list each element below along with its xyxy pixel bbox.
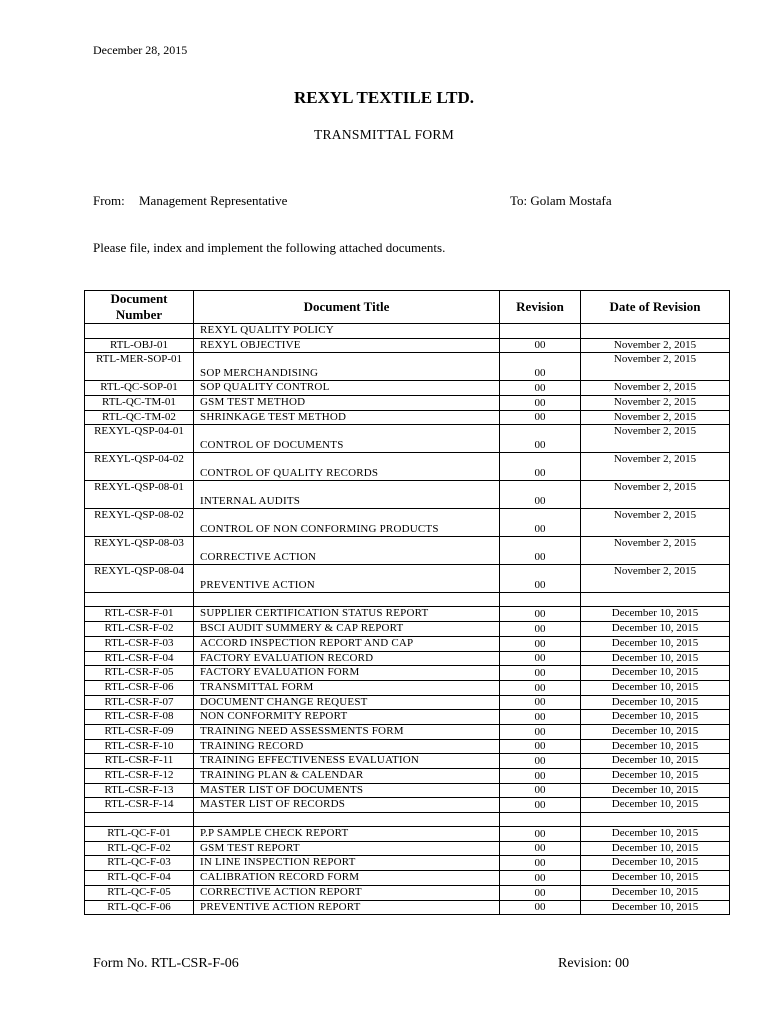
revision-cell [500,324,581,339]
revision-date-cell [581,324,730,339]
revision-cell: 00 [500,885,581,900]
revision-date-cell: November 2, 2015 [581,425,730,453]
instruction-text: Please file, index and implement the following attached documents. [93,240,446,255]
revision-cell: 00 [500,410,581,425]
document-title-cell: SHRINKAGE TEST METHOD [194,410,500,425]
document-title-cell: CONTROL OF NON CONFORMING PRODUCTS [194,509,500,537]
document-title-cell: MASTER LIST OF RECORDS [194,798,500,813]
from-value: Management Representative [139,193,288,208]
document-title-cell: CORRECTIVE ACTION REPORT [194,885,500,900]
revision-cell [500,593,581,607]
document-title-cell: TRANSMITTAL FORM [194,680,500,695]
table-row [85,813,730,827]
document-number-cell: RTL-CSR-F-12 [85,769,194,784]
document-title-cell [194,813,500,827]
revision-date-cell: November 2, 2015 [581,410,730,425]
document-number-cell: REXYL-QSP-04-01 [85,425,194,453]
table-row [85,710,730,725]
revision-date-cell: November 2, 2015 [581,381,730,396]
revision-date-cell: December 10, 2015 [581,769,730,784]
document-number-cell: RTL-CSR-F-14 [85,798,194,813]
table-row [85,381,730,396]
document-number-cell: RTL-OBJ-01 [85,338,194,353]
revision-date-cell: December 10, 2015 [581,651,730,666]
document-number-cell: RTL-QC-F-01 [85,827,194,842]
document-title-cell: GSM TEST METHOD [194,396,500,411]
revision-date-cell: November 2, 2015 [581,396,730,411]
table-row [85,425,730,453]
revision-date-cell: December 10, 2015 [581,695,730,710]
revision-date-cell: December 10, 2015 [581,666,730,681]
revision-date-cell: December 10, 2015 [581,856,730,871]
footer-form-number: Form No. RTL-CSR-F-06 [93,956,239,971]
revision-cell: 00 [500,871,581,886]
table-row [85,607,730,622]
document-title-cell: FACTORY EVALUATION FORM [194,666,500,681]
revision-date-cell: November 2, 2015 [581,509,730,537]
revision-date-cell: November 2, 2015 [581,353,730,381]
revision-cell: 00 [500,666,581,681]
revision-cell: 00 [500,651,581,666]
table-row [85,593,730,607]
document-number-cell: RTL-QC-F-03 [85,856,194,871]
revision-date-cell: December 10, 2015 [581,622,730,637]
table-row [85,651,730,666]
document-number-cell: RTL-CSR-F-06 [85,680,194,695]
table-row [85,885,730,900]
document-title-cell: IN LINE INSPECTION REPORT [194,856,500,871]
revision-cell: 00 [500,537,581,565]
table-row [85,396,730,411]
table-row [85,338,730,353]
document-number-cell: RTL-CSR-F-13 [85,783,194,798]
document-title-cell: PREVENTIVE ACTION REPORT [194,900,500,915]
document-title-cell: FACTORY EVALUATION RECORD [194,651,500,666]
document-number-cell [85,593,194,607]
revision-date-cell: November 2, 2015 [581,481,730,509]
document-number-cell: RTL-CSR-F-02 [85,622,194,637]
document-number-cell: RTL-QC-F-02 [85,841,194,856]
document-title-cell: TRAINING EFFECTIVENESS EVALUATION [194,754,500,769]
document-title-cell: CONTROL OF DOCUMENTS [194,425,500,453]
revision-cell: 00 [500,856,581,871]
revision-cell: 00 [500,695,581,710]
document-number-cell: RTL-CSR-F-07 [85,695,194,710]
table-row [85,453,730,481]
revision-date-cell: December 10, 2015 [581,900,730,915]
revision-cell [500,813,581,827]
document-number-cell: REXYL-QSP-08-02 [85,509,194,537]
table-row [85,666,730,681]
revision-cell: 00 [500,509,581,537]
revision-date-cell: December 10, 2015 [581,885,730,900]
revision-date-cell: December 10, 2015 [581,754,730,769]
revision-cell: 00 [500,710,581,725]
revision-cell: 00 [500,396,581,411]
revision-date-cell: December 10, 2015 [581,783,730,798]
document-title-cell: DOCUMENT CHANGE REQUEST [194,695,500,710]
revision-date-cell: December 10, 2015 [581,827,730,842]
table-row [85,783,730,798]
revision-cell: 00 [500,769,581,784]
header-date-of-revision: Date of Revision [581,291,730,324]
revision-cell: 00 [500,680,581,695]
document-title-cell: SOP MERCHANDISING [194,353,500,381]
revision-cell: 00 [500,841,581,856]
revision-cell: 00 [500,900,581,915]
revision-date-cell: November 2, 2015 [581,565,730,593]
to-recipient: To: Golam Mostafa [510,193,612,208]
document-title-cell: SOP QUALITY CONTROL [194,381,500,396]
revision-cell: 00 [500,607,581,622]
table-row [85,324,730,339]
document-number-cell: RTL-QC-TM-01 [85,396,194,411]
document-number-cell: RTL-MER-SOP-01 [85,353,194,381]
document-number-cell: RTL-CSR-F-01 [85,607,194,622]
revision-date-cell: November 2, 2015 [581,338,730,353]
document-title-cell: BSCI AUDIT SUMMERY & CAP REPORT [194,622,500,637]
revision-date-cell: December 10, 2015 [581,841,730,856]
table-row [85,353,730,381]
revision-date-cell: December 10, 2015 [581,607,730,622]
header-document-number: Document Number [85,291,194,324]
table-row [85,622,730,637]
document-title-cell: PREVENTIVE ACTION [194,565,500,593]
document-title-cell: TRAINING NEED ASSESSMENTS FORM [194,724,500,739]
revision-cell: 00 [500,724,581,739]
document-number-cell [85,813,194,827]
table-row [85,841,730,856]
footer-revision: Revision: 00 [558,956,630,971]
table-row [85,798,730,813]
revision-cell: 00 [500,381,581,396]
header-document-title: Document Title [194,291,500,324]
document-number-cell: RTL-QC-SOP-01 [85,381,194,396]
revision-date-cell: December 10, 2015 [581,680,730,695]
document-number-cell: REXYL-QSP-08-01 [85,481,194,509]
document-number-cell: RTL-CSR-F-09 [85,724,194,739]
revision-cell: 00 [500,453,581,481]
table-row [85,680,730,695]
table-row [85,537,730,565]
document-title-cell: CONTROL OF QUALITY RECORDS [194,453,500,481]
table-row [85,724,730,739]
table-row [85,871,730,886]
revision-cell: 00 [500,739,581,754]
table-row [85,695,730,710]
revision-date-cell [581,813,730,827]
table-row [85,856,730,871]
document-number-cell: RTL-CSR-F-04 [85,651,194,666]
from-label: From: [93,193,125,208]
revision-cell: 00 [500,636,581,651]
document-number-cell: RTL-QC-F-04 [85,871,194,886]
document-number-cell: REXYL-QSP-08-04 [85,565,194,593]
table-row [85,481,730,509]
document-number-cell: RTL-CSR-F-05 [85,666,194,681]
revision-cell: 00 [500,622,581,637]
revision-cell: 00 [500,783,581,798]
table-row [85,900,730,915]
revision-date-cell [581,593,730,607]
document-title-cell: TRAINING RECORD [194,739,500,754]
table-row [85,636,730,651]
document-title-cell [194,593,500,607]
documents-table [84,290,730,915]
table-header-row [85,291,730,324]
document-title-cell: GSM TEST REPORT [194,841,500,856]
table-row [85,827,730,842]
document-date: December 28, 2015 [93,43,188,57]
document-title-cell: INTERNAL AUDITS [194,481,500,509]
document-number-cell: REXYL-QSP-08-03 [85,537,194,565]
revision-date-cell: November 2, 2015 [581,453,730,481]
document-number-cell: RTL-QC-F-06 [85,900,194,915]
revision-cell: 00 [500,338,581,353]
document-number-cell: RTL-CSR-F-08 [85,710,194,725]
company-name: REXYL TEXTILE LTD. [294,88,474,107]
table-row [85,769,730,784]
document-title-cell: P.P SAMPLE CHECK REPORT [194,827,500,842]
revision-date-cell: December 10, 2015 [581,710,730,725]
document-title-cell: REXYL OBJECTIVE [194,338,500,353]
document-title-cell: SUPPLIER CERTIFICATION STATUS REPORT [194,607,500,622]
table-row [85,565,730,593]
revision-cell: 00 [500,565,581,593]
document-title-cell: TRAINING PLAN & CALENDAR [194,769,500,784]
table-row [85,754,730,769]
revision-date-cell: December 10, 2015 [581,871,730,886]
document-number-cell: RTL-CSR-F-11 [85,754,194,769]
document-number-cell: RTL-QC-F-05 [85,885,194,900]
header-revision: Revision [500,291,581,324]
document-number-cell [85,324,194,339]
table-row [85,410,730,425]
revision-date-cell: December 10, 2015 [581,798,730,813]
document-title-cell: CALIBRATION RECORD FORM [194,871,500,886]
document-number-cell: RTL-QC-TM-02 [85,410,194,425]
revision-date-cell: November 2, 2015 [581,537,730,565]
document-title-cell: REXYL QUALITY POLICY [194,324,500,339]
document-title-cell: ACCORD INSPECTION REPORT AND CAP [194,636,500,651]
revision-cell: 00 [500,353,581,381]
revision-cell: 00 [500,827,581,842]
document-title-cell: MASTER LIST OF DOCUMENTS [194,783,500,798]
document-number-cell: REXYL-QSP-04-02 [85,453,194,481]
table-row [85,509,730,537]
form-title: TRANSMITTAL FORM [313,127,455,142]
revision-cell: 00 [500,425,581,453]
revision-cell: 00 [500,754,581,769]
revision-date-cell: December 10, 2015 [581,739,730,754]
table-row [85,739,730,754]
revision-date-cell: December 10, 2015 [581,724,730,739]
revision-cell: 00 [500,481,581,509]
revision-cell: 00 [500,798,581,813]
document-title-cell: CORRECTIVE ACTION [194,537,500,565]
document-number-cell: RTL-CSR-F-03 [85,636,194,651]
revision-date-cell: December 10, 2015 [581,636,730,651]
document-title-cell: NON CONFORMITY REPORT [194,710,500,725]
document-number-cell: RTL-CSR-F-10 [85,739,194,754]
